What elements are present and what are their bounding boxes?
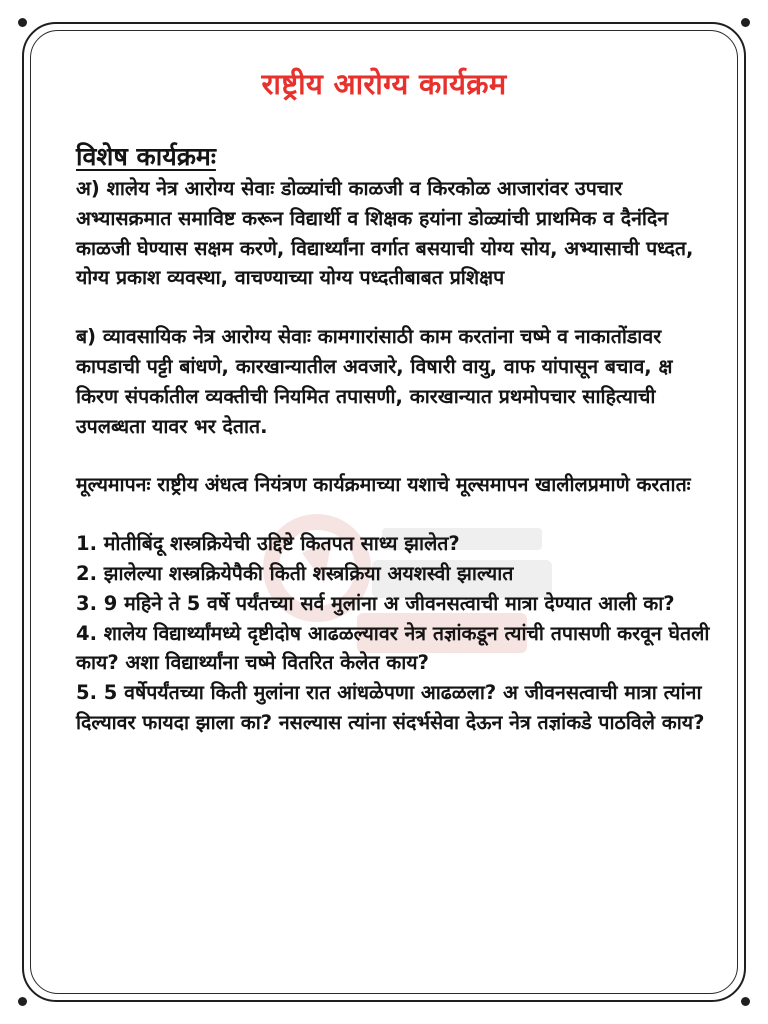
list-item: 3. 9 महिने ते 5 वर्षे पर्यंतच्या सर्व मुलांना अ जीवनसत्वाची मात्रा देण्यात आली का? xyxy=(76,591,675,615)
evaluation-questions-list xyxy=(76,529,716,738)
list-item: 4. शालेय विद्यार्थ्यांमध्ये दृष्टीदोष आढळल्यावर नेत्र तज्ञांकडून त्यांची तपासणी करवून घेतली काय? अशा विद्यार्थ्यांना चष्मे वितरित केलेत काय? xyxy=(76,621,710,675)
corner-ornament-icon xyxy=(741,18,750,27)
spacer xyxy=(76,500,716,529)
corner-ornament-icon xyxy=(18,18,27,27)
paragraph-occupational-eye-health: ब) व्यावसायिक नेत्र आरोग्य सेवाः कामगारांसाठी काम करतांना चष्मे व नाकातोंडावर कापडाची पट्टी बांधणे, कारखान्यातील अवजारे, विषारी वायु, वाफ यांपासून बचाव, क्ष किरण संपर्कातील व्यक्तीची नियमित तपासणी, कारखान्यात प्रथमोपचार साहित्याची उपलब्धता यावर भर देतात. xyxy=(76,325,673,438)
document-body xyxy=(76,140,716,738)
spacer xyxy=(76,441,716,470)
section-heading: विशेष कार्यक्रमः xyxy=(76,142,216,171)
spacer xyxy=(76,293,716,322)
list-item: 1. मोतीबिंदू शस्त्रक्रियेची उद्दिष्टे कितपत साध्य झालेत? xyxy=(76,532,460,556)
list-item: 5. 5 वर्षेपर्यंतच्या किती मुलांना रात आंधळेपणा आढळला? अ जीवनसत्वाची मात्रा त्यांना दिल्यावर फायदा झाला का? नसल्यास त्यांना संदर्भसेवा देऊन नेत्र तज्ञांकडे पाठविले काय? xyxy=(76,681,705,734)
page-title: राष्ट्रीय आरोग्य कार्यक्रम xyxy=(261,67,507,101)
list-item: 2. झालेल्या शस्त्रक्रियेपैकी किती शस्त्रक्रिया अयशस्वी झाल्यात xyxy=(76,561,514,585)
paragraph-evaluation: मूल्यमापनः राष्ट्रीय अंधत्व नियंत्रण कार्यक्रमाच्या यशाचे मूल्समापन खालीलप्रमाणे करतातः xyxy=(76,473,691,497)
corner-ornament-icon xyxy=(741,997,750,1006)
corner-ornament-icon xyxy=(18,997,27,1006)
paragraph-school-eye-health: अ) शालेय नेत्र आरोग्य सेवाः डोळ्यांची काळजी व किरकोळ आजारांवर उपचार अभ्यासक्रमात समाविष्ट करून विद्यार्थी व शिक्षक हयांना डोळ्यांची प्राथमिक व दैनंदिन काळजी घेण्यास सक्षम करणे, विद्यार्थ्यांना वर्गात बसयाची योग्य सोय, अभ्यासाची पध्दत, योग्य प्रकाश व्यवस्था, वाचण्याच्या योग्य पध्दतीबाबत प्रशिक्षप xyxy=(76,177,694,290)
